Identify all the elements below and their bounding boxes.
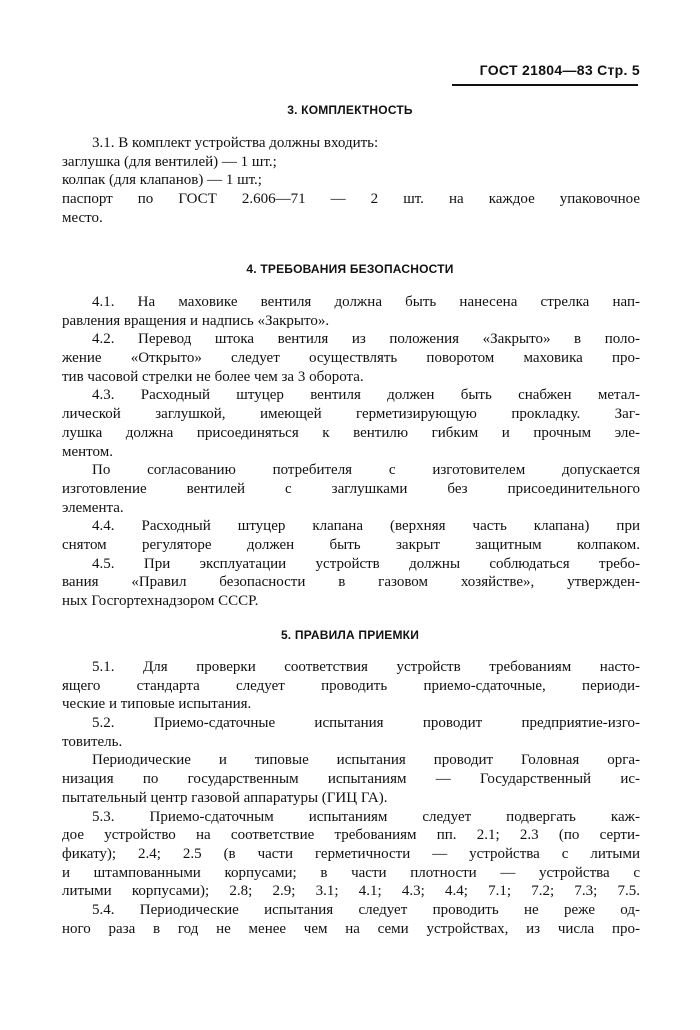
header-rule <box>452 84 638 86</box>
text-line: 4.2. Перевод штока вентиля из положения «Закрыто» в поло- <box>92 331 640 348</box>
text-line: снятом регуляторе должен быть закрыт защитным колпаком. <box>62 536 640 553</box>
text-line: лической заглушкой, имеющей герметизирующую прокладку. Заг- <box>62 406 640 423</box>
text-line: 5.3. Приемо-сдаточным испытаниям следует подвергать каж- <box>92 808 640 825</box>
text-line: изготовление вентилей с заглушками без присоединительного <box>62 480 640 497</box>
text-line: жение «Открыто» следует осуществлять поворотом маховика про- <box>62 350 640 367</box>
text-line: 4.3. Расходный штуцер вентиля должен быть снабжен метал- <box>92 387 640 404</box>
text-line: и штампованными корпусами; в части плотности — устройства с <box>62 864 640 881</box>
text-line: 5.2. Приемо-сдаточные испытания проводит предприятие-изго- <box>92 715 640 732</box>
text-line: место. <box>62 209 103 226</box>
section-4-body <box>62 293 640 611</box>
text-line: ящего стандарта следует проводить приемо-сдаточные, периоди- <box>62 677 640 694</box>
text-line: литыми корпусами); 2.8; 2.9; 3.1; 4.1; 4.3; 4.4; 7.1; 7.2; 7.3; 7.5. <box>62 883 640 900</box>
text-line: равления вращения и надпись «Закрыто». <box>62 312 330 329</box>
section-5-body <box>62 658 640 938</box>
text-line: ного раза в год не менее чем на семи устройствах, из числа про- <box>62 920 640 937</box>
text-line: лушка должна присоединяться к вентилю гибким и прочным эле- <box>62 424 640 441</box>
text-line: 4.5. При эксплуатации устройств должны соблюдаться требо- <box>92 555 640 572</box>
text-line: 4.4. Расходный штуцер клапана (верхняя часть клапана) при <box>92 518 640 535</box>
text-line: вания «Правил безопасности в газовом хозяйстве», утвержден- <box>62 574 640 591</box>
text-line: колпак (для клапанов) — 1 шт.; <box>62 172 262 189</box>
text-line: заглушка (для вентилей) — 1 шт.; <box>62 153 277 170</box>
section-title-5: 5. ПРАВИЛА ПРИЕМКИ <box>280 628 420 642</box>
text-line: низация по государственным испытаниям — Государственный ис- <box>62 771 640 788</box>
text-line: ментом. <box>62 443 113 460</box>
text-line: дое устройство на соответствие требованиям пп. 2.1; 2.3 (по серти- <box>62 827 640 844</box>
section-title-3: 3. КОМПЛЕКТНОСТЬ <box>287 103 413 117</box>
text-line: 5.4. Периодические испытания следует проводить не реже од- <box>92 901 640 918</box>
text-line: 3.1. В комплект устройства должны входить: <box>92 135 379 151</box>
text-line: паспорт по ГОСТ 2.606—71 — 2 шт. на каждое упаковочное <box>62 191 640 208</box>
text-line: товитель. <box>62 733 123 750</box>
text-line: фикату); 2.4; 2.5 (в части герметичности — устройства с литыми <box>62 845 640 862</box>
text-line: элемента. <box>62 499 124 516</box>
text-line: 4.1. На маховике вентиля должна быть нанесена стрелка нап- <box>92 294 640 310</box>
text-line: пытательный центр газовой аппаратуры (ГИЦ ГА). <box>62 789 388 806</box>
text-line: тив часовой стрелки не более чем за 3 оборота. <box>62 368 364 385</box>
section-3-body <box>62 134 640 227</box>
text-line: Периодические и типовые испытания проводит Головная орга- <box>92 752 640 769</box>
section-title-4: 4. ТРЕБОВАНИЯ БЕЗОПАСНОСТИ <box>246 262 454 276</box>
text-line: ных Госгортехнадзором СССР. <box>62 593 259 609</box>
text-line: ческие и типовые испытания. <box>62 696 252 713</box>
text-line: По согласованию потребителя с изготовителем допускается <box>92 462 640 479</box>
page-header: ГОСТ 21804—83 Стр. 5 <box>479 62 640 78</box>
text-line: 5.1. Для проверки соответствия устройств требованиям насто- <box>92 659 640 675</box>
